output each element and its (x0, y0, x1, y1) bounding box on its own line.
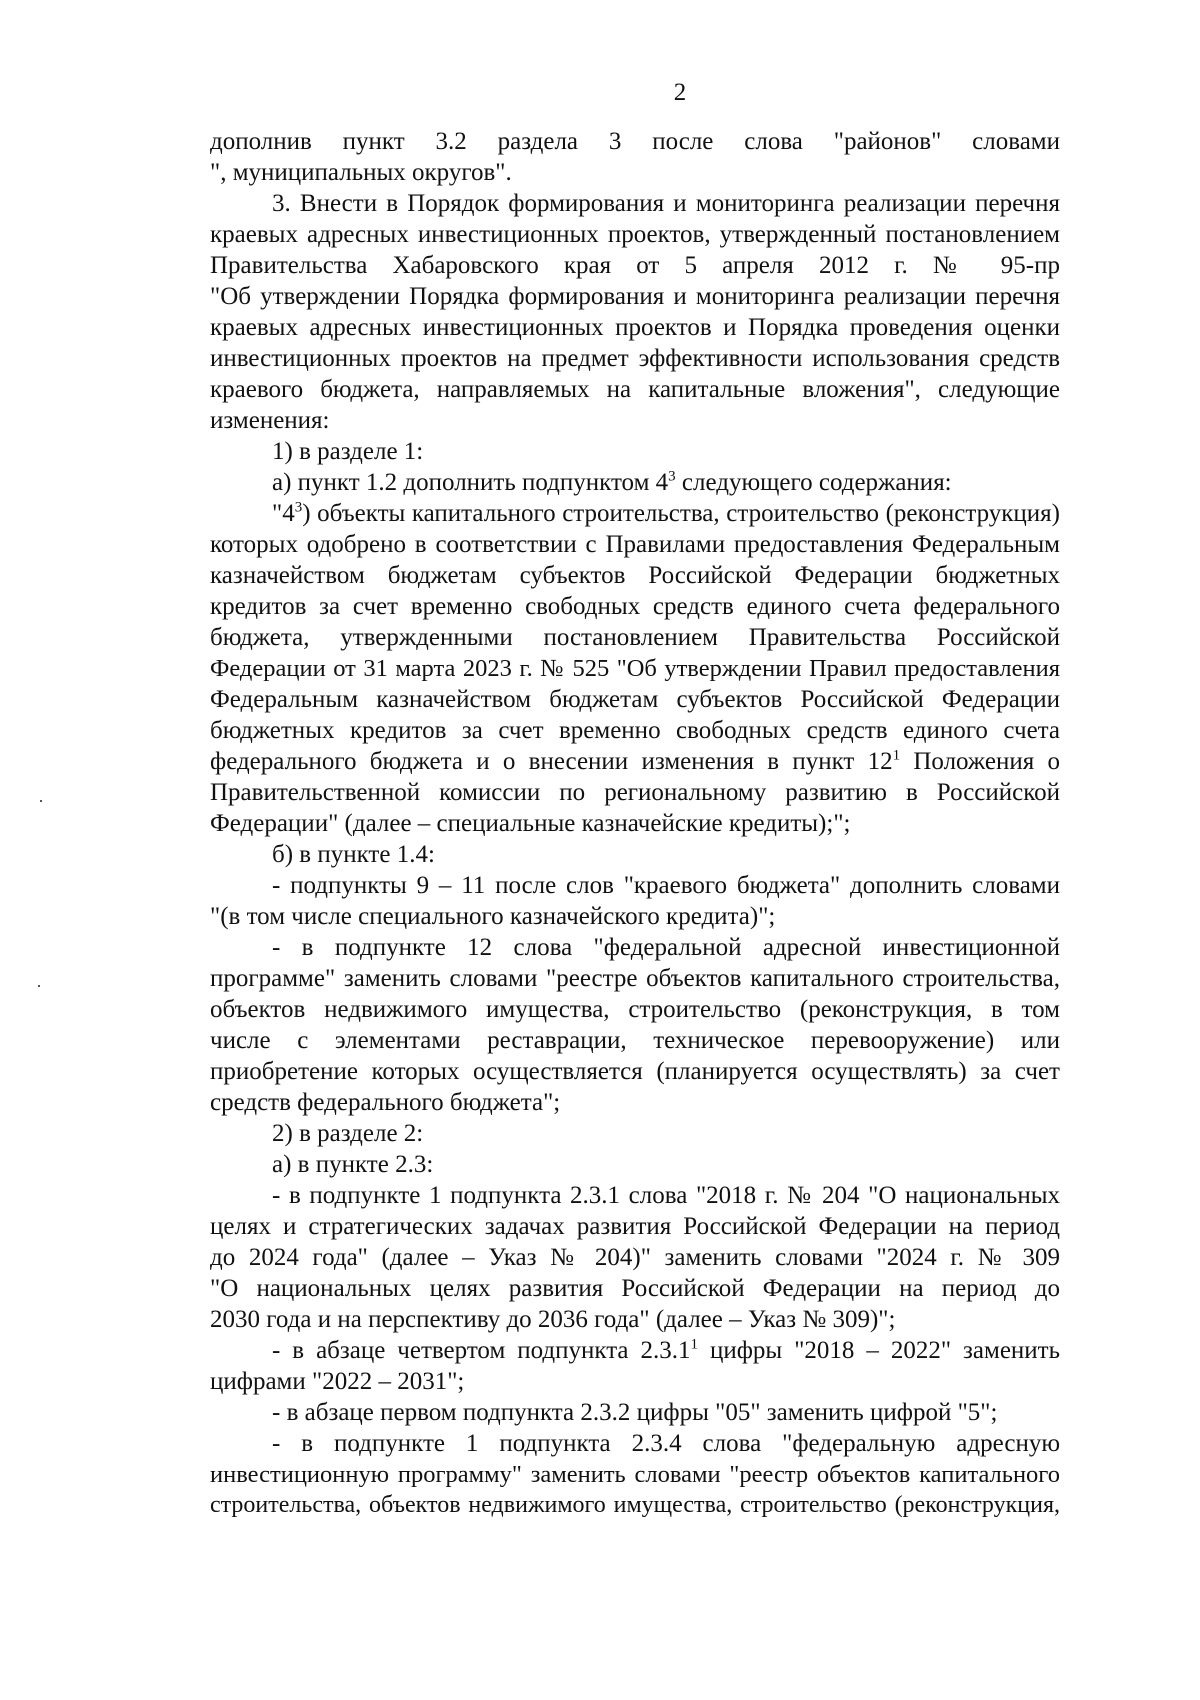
text-line (210, 529, 1060, 560)
text-line-main: целях и стратегических задачах развития Российской Федерации на период (210, 1213, 1060, 1240)
text-line (210, 560, 1060, 591)
text-line (210, 312, 1060, 343)
text-line-main: - в подпункте 1 подпункта 2.3.1 слова "2018 г. № 204 "О национальных (272, 1182, 1060, 1209)
text-line (210, 1149, 1060, 1180)
text-line-main: ", муниципальных округов". (210, 159, 512, 186)
text-line-main: изменения: (210, 407, 330, 434)
text-line-main: инвестиционную программу" заменить словами "реестр объектов капитального (210, 1461, 1060, 1488)
page-number: 2 (673, 79, 687, 106)
text-line (210, 498, 1060, 529)
text-line-main: бюджета, утвержденными постановлением Правительства Российской (210, 624, 1060, 651)
text-line-continuation: ) объекты капитального строительства, строительство (реконструкция) (302, 500, 1060, 527)
text-line (210, 157, 1060, 188)
text-line-main: строительства, объектов недвижимого имущества, строительство (реконструкция, (210, 1492, 1060, 1518)
text-line (210, 963, 1060, 994)
text-line-main: Федерации" (далее – специальные казначейские кредиты);"; (210, 810, 851, 837)
text-line-main: приобретение которых осуществляется (планируется осуществлять) за счет (210, 1058, 1060, 1085)
text-line (210, 281, 1060, 312)
text-line-main: Правительственной комиссии по региональному развитию в Российской (210, 779, 1060, 806)
text-line (210, 653, 1060, 684)
text-line (210, 343, 1060, 374)
text-line (210, 1242, 1060, 1273)
text-line-continuation: следующего содержания: (675, 469, 952, 496)
text-line (210, 1056, 1060, 1087)
document-body (210, 126, 1060, 1521)
scan-speck (40, 800, 42, 802)
text-line (210, 684, 1060, 715)
text-line (210, 126, 1060, 157)
text-line (210, 622, 1060, 653)
text-line-main: которых одобрено в соответствии с Правилами предоставления Федеральным (210, 531, 1060, 558)
text-line-main: Федерации от 31 марта 2023 г. № 525 "Об утверждении Правил предоставления (210, 655, 1060, 682)
text-line (210, 436, 1060, 467)
text-line (210, 1366, 1060, 1397)
text-line-main: - в абзаце четвертом подпункта 2.3.1 (272, 1337, 691, 1364)
text-line-main: инвестиционных проектов на предмет эффективности использования средств (210, 345, 1060, 372)
text-line (210, 374, 1060, 405)
superscript: 1 (892, 747, 901, 764)
text-line (210, 1118, 1060, 1149)
text-line-main: "4 (272, 500, 295, 527)
text-line (210, 994, 1060, 1025)
text-line-main: объектов недвижимого имущества, строительство (реконструкция, в том (210, 996, 1060, 1023)
scan-speck (38, 985, 40, 987)
text-line-main: 1) в разделе 1: (272, 438, 424, 465)
text-line (210, 1459, 1060, 1490)
text-line (210, 1397, 1060, 1428)
text-line-main: бюджетных кредитов за счет временно свободных средств единого счета (210, 717, 1060, 744)
superscript: 3 (668, 468, 676, 485)
text-line-main: - в подпункте 12 слова "федеральной адресной инвестиционной (272, 934, 1060, 961)
text-line-main: а) в пункте 2.3: (272, 1151, 434, 1178)
text-line-main: краевого бюджета, направляемых на капитальные вложения", следующие (210, 376, 1060, 403)
text-line (210, 1428, 1060, 1459)
text-line (210, 901, 1060, 932)
text-line-main: 3. Внести в Порядок формирования и мониторинга реализации перечня (272, 190, 1060, 217)
text-line-main: дополнив пункт 3.2 раздела 3 после слова "районов" словами (210, 128, 1060, 155)
text-line-continuation: Положения о (900, 748, 1060, 775)
text-line-main: Правительства Хабаровского края от 5 апреля 2012 г. № 95-пр (210, 252, 1060, 279)
text-line-main: средств федерального бюджета"; (210, 1089, 561, 1116)
text-line (210, 467, 1060, 498)
text-line (210, 1025, 1060, 1056)
text-line-main: "О национальных целях развития Российской Федерации на период до (210, 1275, 1060, 1302)
text-line (210, 219, 1060, 250)
text-line (210, 1087, 1060, 1118)
text-line (210, 1335, 1060, 1366)
text-line (210, 250, 1060, 281)
text-line-main: федерального бюджета и о внесении изменения в пункт 12 (210, 748, 893, 775)
text-line (210, 715, 1060, 746)
superscript: 3 (294, 499, 303, 516)
superscript: 1 (690, 1336, 698, 1353)
text-line-main: 2) в разделе 2: (272, 1120, 424, 1147)
text-line-main: числе с элементами реставрации, техническое перевооружение) или (210, 1027, 1060, 1054)
text-line-main: кредитов за счет временно свободных средств единого счета федерального (210, 593, 1060, 620)
text-line (210, 1273, 1060, 1304)
text-line (210, 870, 1060, 901)
text-line-continuation: цифры "2018 – 2022" заменить (698, 1337, 1060, 1364)
text-line-main: "Об утверждении Порядка формирования и мониторинга реализации перечня (210, 283, 1060, 310)
text-line (210, 839, 1060, 870)
text-line-main: краевых адресных инвестиционных проектов, утвержденный постановлением (210, 221, 1060, 248)
text-line (210, 932, 1060, 963)
text-line-main: б) в пункте 1.4: (272, 841, 435, 868)
text-line-main: 2030 года и на перспективу до 2036 года" (далее – Указ № 309)"; (210, 1306, 896, 1333)
text-line (210, 1490, 1060, 1521)
text-line-main: - в абзаце первом подпункта 2.3.2 цифры "05" заменить цифрой "5"; (272, 1399, 998, 1426)
text-line (210, 591, 1060, 622)
text-line-main: - в подпункте 1 подпункта 2.3.4 слова "федеральную адресную (272, 1430, 1060, 1457)
text-line (210, 746, 1060, 777)
text-line-main: - подпункты 9 – 11 после слов "краевого бюджета" дополнить словами (272, 872, 1060, 899)
text-line (210, 1180, 1060, 1211)
text-line-main: казначейством бюджетам субъектов Российской Федерации бюджетных (210, 562, 1060, 589)
text-line (210, 188, 1060, 219)
text-line (210, 777, 1060, 808)
text-line-main: программе" заменить словами "реестре объектов капитального строительства, (210, 965, 1060, 992)
text-line-main: до 2024 года" (далее – Указ № 204)" заменить словами "2024 г. № 309 (210, 1244, 1060, 1271)
text-line-main: цифрами "2022 – 2031"; (210, 1368, 465, 1395)
text-line-main: а) пункт 1.2 дополнить подпунктом 4 (272, 469, 669, 496)
text-line-main: "(в том числе специального казначейского кредита)"; (210, 903, 776, 930)
text-line-main: краевых адресных инвестиционных проектов и Порядка проведения оценки (210, 314, 1060, 341)
text-line (210, 1304, 1060, 1335)
text-line (210, 1211, 1060, 1242)
text-line (210, 405, 1060, 436)
text-line-main: Федеральным казначейством бюджетам субъектов Российской Федерации (210, 686, 1060, 713)
text-line (210, 808, 1060, 839)
